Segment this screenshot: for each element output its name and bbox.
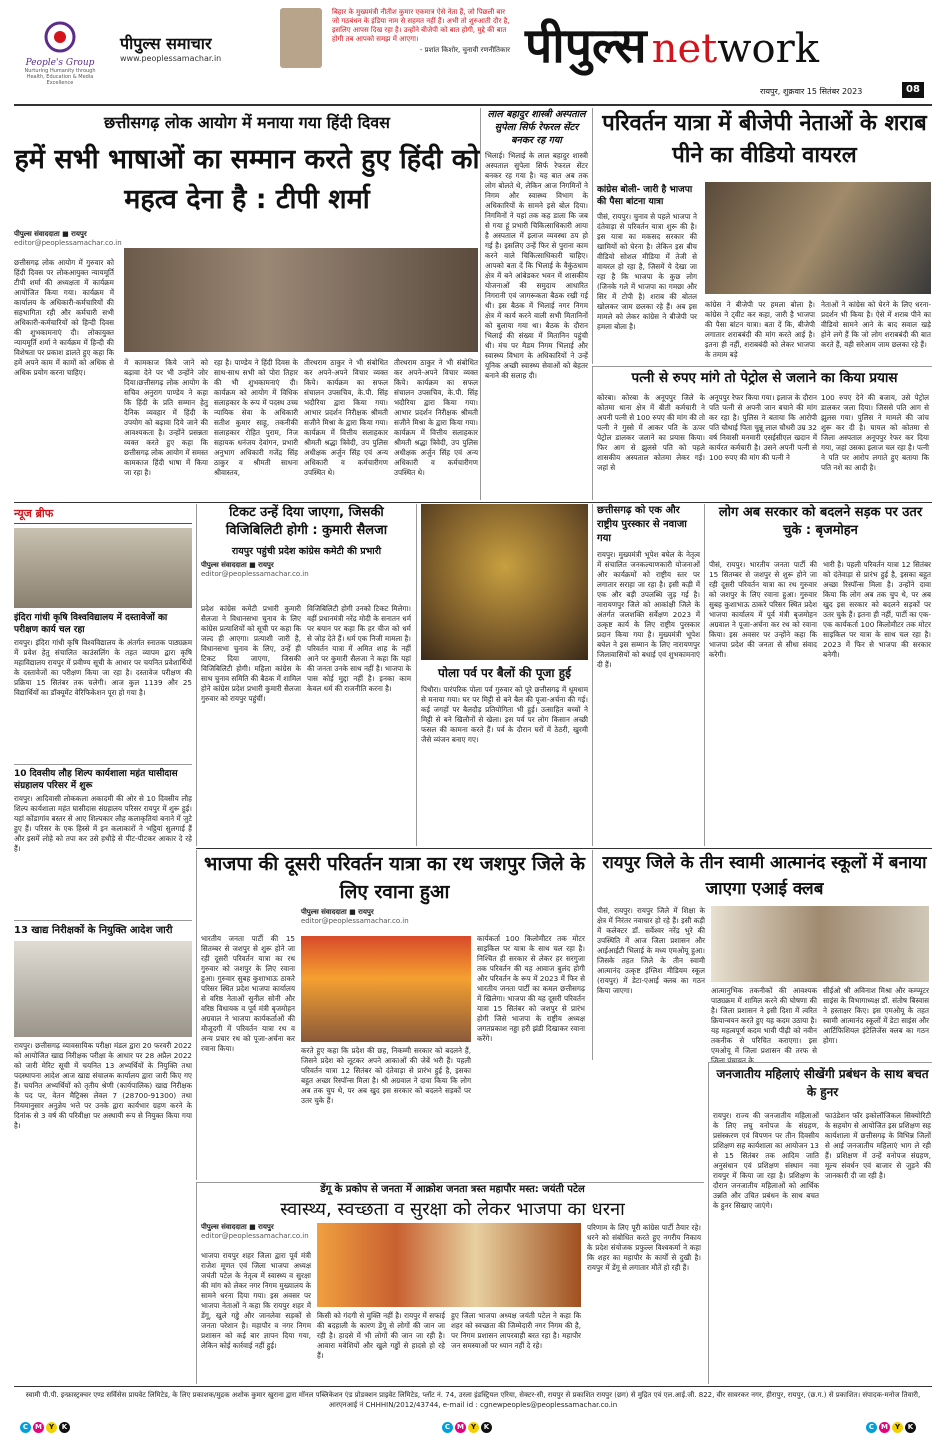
- story-headline: लोग अब सरकार को बदलने सड़क पर उतर चुके : बृजमोहन: [718, 505, 923, 538]
- story-body: रायपुर। मुख्यमंत्री भूपेश बघेल के नेतृत्व में संचालित जनकल्याणकारी योजनाओं और कार्यक्रमों को राष्ट्रीय स्तर पर लगातार सराहा जा रहा है। इसी कड़ी में एक और बड़ी उपलब्धि जुड़ गई है। नारायणपुर जिले को आकांक्षी जिले के अंतर्गत जलशक्ति सर्वेक्षण 2023 में उत्कृष्ट कार्य के लिए राष्ट्रीय पुरस्कार प्रदान किया गया है। मुख्यमंत्री भूपेश बघेल ने इस सम्मान के लिए नारायणपुर जिलावासियों को बधाई एवं शुभकामनाएं दी हैं।: [597, 550, 700, 669]
- ai-club-photo: [711, 906, 929, 982]
- cmyk-m-mark: M: [455, 1422, 466, 1433]
- brief-3-body: रायपुर। छत्तीसगढ़ व्यावसायिक परीक्षा मंडल द्वारा 20 फरवरी 2022 को आयोजित खाद्य निरीक्षक परीक्षा के आधार पर 28 अप्रैल 2022 को जारी मेरिट सूची में चयनित 13 अभ्यर्थियों के नियुक्ति तथा पदस्थापना आदेश आज खाद्य संचालक कार्यालय द्वारा जारी किए गए हैं। चयनित अभ्यर्थियों को तृतीय श्रेणी (कार्यपालिक) खाद्य निरीक्षक के पद पर, वेतन मैट्रिक्स लेवल 7 (28700-91300) तथा नियमानुसार अनुज्ञेय भत्ते पर उनके द्वारा कार्यभार ग्रहण करने के दिनांक से 3 वर्ष की परिवीक्षा पर अस्थायी रूप से नियुक्त किया गया है।: [14, 1041, 192, 1130]
- news-brief-column: [14, 504, 192, 1384]
- byline-email[interactable]: editor@peoplessamachar.co.in: [14, 239, 122, 247]
- story-subhead: रायपुर पहुंची प्रदेश कांग्रेस कमेटी की प्रभारी: [231, 546, 382, 557]
- story-headline: हमें सभी भाषाओं का सम्मान करते हुए हिंदी को महत्व देना है : टीपी शर्मा: [14, 144, 480, 215]
- story-col-2: में कामकाज किये जाने को बढ़ावा देने पर भी उन्होंने जोर दिया।छत्तीसगढ़ लोक आयोग के सचिव अनुराग पाण्डेय ने कहा कि हिंदी के प्रति सम्मान हेतु दैनिक व्यवहार में हिंदी के उपयोग को बढ़ावा दिये जाने की आवश्यकता है। उन्होंने प्रसन्नता व्यक्त करते हुए कहा कि छत्तीसगढ़ लोक आयोग में समस्त कामकाज हिंदी भाषा में किया जा रहा है।: [124, 358, 208, 477]
- pola-body: पिथौरा। पारंपरिक पोला पर्व गुरुवार को पूरे छत्तीसगढ़ में धूमधाम से मनाया गया। घर पर मिट्टी से बने बैल की पूजा-अर्चना की गई। कई जगहों पर बैलदौड़ प्रतियोगिता भी हुई। उत्साहित बच्चों ने मिट्टी से बने खिलौनों से खेला। इस पर्व पर लोग किसान अच्छी फसल की कामना करते हैं। पर्व के दौरान घरों में ठेठरी, खुरमी जैसे व्यंजन बनाए गए।: [421, 685, 588, 744]
- story-headline: टिकट उन्हें दिया जाएगा, जिसकी विजिबिलिटी होगी : कुमारी सैलजा: [225, 505, 388, 538]
- story-col-1: रायपुर। राज्य की जनजातीय महिलाओं के लिए लघु वनोपज के संग्रहण, प्रसंस्करण एवं विपणन पर तीन दिवसीय प्रशिक्षण सह कार्यशाला का आयोजन 13 से 15 सितंबर तक आदिम जाति अनुसंधान एवं प्रशिक्षण संस्थान नवा रायपुर में किया जा रहा है। प्रशिक्षण के दौरान जनजातीय महिलाओं को आर्थिक उन्नति और उचित प्रबंधन के साथ बचत के हुनर सिखाए जाएंगे।: [713, 1111, 819, 1210]
- paper-name: पीपुल्स समाचार: [120, 34, 212, 53]
- quote-text: बिहार के मुख्यमंत्री नीतीश कुमार एकमात्र ऐसे नेता हैं, जो पिछली बार जो गठबंधन के इंडिया नाम से सहमत नहीं हैं। अभी तो शुरुआती दौर है, इसलिए आपस दिख रहा है। उन्होंने बीजेपी को बात होगी, मुद्दे की बात होगी तब आपको समझ में आएगा।: [332, 8, 510, 43]
- story-col-2: फाउंडेशन फॉर इकोलॉजिकल सिक्योरिटी के सहयोग से आयोजित इस प्रशिक्षण सह कार्यशाला में छत्तीसगढ़ के विभिन्न जिलों से आई जनजातीय महिलाएं भाग ले रही हैं। प्रशिक्षण में उन्हें वनोपज संग्रहण, मूल्य संवर्धन एवं बाजार से जुड़ने की जानकारी दी जा रही है।: [825, 1111, 931, 1180]
- cmyk-k-mark: K: [59, 1422, 70, 1433]
- story-body: पीसं, रायपुर। चुनाव से पहले भाजपा ने दंतेवाड़ा से परिवर्तन यात्रा शुरू की है। इस यात्रा का मकसद सरकार की खामियों को घेरना है। लेकिन इस बीच वीडियो सोशल मीडिया में तेजी से वायरल हो रहा है, जिसमें ये देखा जा रहा है कि भाजपा के कुछ लोग (जिनके गले में भाजपा का गमछा और सिर में टोपी है) शराब की बोतल खोलकर जाम छलका रहे हैं। अब इस मामले को लेकर कांग्रेस ने बीजेपी पर हमला बोला है।: [597, 212, 697, 331]
- story-col-2: कांग्रेस ने बीजेपी पर हमला बोला है। कांग्रेस ने ट्वीट कर कहा, जारी है भाजपा की पैसा बांटन यात्रा। बता दें कि, बीजेपी लगातार शराबबंदी की मांग करते आई है। इतना ही नहीं, शराबबंदी को लेकर भाजपा के तमाम बड़े: [705, 300, 815, 359]
- cmyk-y-mark: Y: [46, 1422, 57, 1433]
- story-headline: जनजातीय महिलाएं सीखेंगी प्रबंधन के साथ बचत के हुनर: [716, 1067, 929, 1099]
- section-rule-1: [14, 502, 932, 503]
- cmyk-marks-left: [20, 1420, 80, 1434]
- viral-video-photo: [705, 182, 931, 294]
- cmyk-marks-right: [866, 1420, 926, 1434]
- story-headline: रायपुर जिले के तीन स्वामी आत्मानंद स्कूलों में बनाया जाएगा एआई क्लब: [602, 853, 927, 899]
- brief-photo-3: [14, 941, 192, 1037]
- petrol-story: [592, 366, 932, 500]
- story-col-4: तीरथराम ठाकुर ने भी संबोधित कर अपने-अपने विचार व्यक्त किये। कार्यक्रम का सफल संचालन उपसचिव, के.पी. सिंह भदौरिया द्वारा किया गया। आभार प्रदर्शन निरीक्षक श्रीमती सजीने मिश्रा के द्वारा किया गया। कार्यक्रम में वित्तीय सलाहकार श्रीमती श्रद्धा त्रिवेदी, उप पुलिस अधीक्षक अर्जुन सिंह एवं अन्य अधिकारी व कर्मचारीगण उपस्थित थे।: [304, 358, 388, 477]
- byline: पीपुल्स संवाददाता ■ रायपुर: [301, 908, 374, 916]
- brijmohan-story: [704, 504, 932, 846]
- masthead: [0, 0, 945, 106]
- selja-story: [196, 504, 412, 846]
- story-col-1: पीसं, रायपुर। रायपुर जिले में शिक्षा के क्षेत्र में निरंतर नवाचार हो रहे हैं। इसी कड़ी में कलेक्टर डॉ. सर्वेश्वर नरेंद्र भुरे की उपस्थिति में आज जिला प्रशासन और आईआईटी भिलाई के मध्य एमओयू हुआ। जिसके तहत जिले के तीन स्वामी आत्मानंद उत्कृष्ट इंग्लिश मीडियम स्कूल (रायपुर) में डेटा-एआई क्लब का गठन किया जाएगा।: [597, 906, 705, 995]
- brand-net: net: [651, 26, 718, 72]
- story-headline: लाल बहादुर शास्त्री अस्पताल सुपेला सिर्फ रेफरल सेंटर बनकर रह गया: [487, 109, 586, 146]
- story-kicker: डेंगू के प्रकोप से जनता में आक्रोश जनता त्रस्त महापौर मस्त: जयंती पटेल: [320, 1184, 585, 1195]
- story-col-2: किसी को गंदगी से मुक्ति नहीं है। रायपुर में सफाई की बदहाली के कारण डेंगू से लोगों की जान जा रही है। हादसे में भी लोगों की जान जा रही है। आवारा मवेशियों और खुले गड्ढों से हादसे हो रहे हैं।: [317, 1311, 445, 1360]
- byline-email[interactable]: editor@peoplessamachar.co.in: [201, 570, 309, 578]
- story-col-4: परिणाम के लिए पूरी कांग्रेस पार्टी तैयार रहे। धरने को संबोधित करते हुए नगरीय निकाय के प्रदेश संयोजक प्रफुल्ल विश्वकर्मा ने कहा कि शहर का महापौर के कार्यों से दुखी है। रायपुर में डेंगू से लगातार मौतें हो रही हैं।: [587, 1223, 701, 1272]
- hindi-diwas-story: [14, 108, 480, 500]
- story-body: भिलाई। भिलाई के लाल बहादुर शास्त्री अस्पताल सुपेला सिर्फ रेफरल सेंटर बनकर रह गया है। यह बात अब तक लोग बोलते थे, लेकिन आज निगमिनों ने निगम और स्वास्थ्य विभाग के अधिकारियों के सामने इसे बोल दिया। निगमिनों ने यहां तक कह डाला कि जब से गया हूं प्रभारी चिकित्साधिकारी आया है अस्पताल में इलाज व्यवस्था ठप हो गई है। इसलिए उन्हें फिर से पुराना काम करने वाले चिकित्साधिकारी चाहिए। आपको बता दें कि भिलाई के वैकुंठधाम क्षेत्र में बने आंबेडकर भवन में शासकीय योजनाओं की समुदाय आधारित निगरानी एवं जागरूकता बैठक रखी गई थी। इस बैठक में भिलाई नगर निगम क्षेत्र में कार्य करने वाली सभी मितानिनों को बुलाया गया था। बैठक के दौरान भिलाई की संख्या में मितानिन पहुंची थी। मंच पर मैडम निगम भिलाई और स्वास्थ्य विभाग के अधिकारियों ने उन्हें यूनिक अच्छी स्वास्थ्य सेवाओं को बेहतर बनाने की सलाह दी।: [485, 151, 588, 380]
- brief-3-headline: 13 खाद्य निरीक्षकों के नियुक्ति आदेश जारी: [14, 920, 192, 937]
- byline-email[interactable]: editor@peoplessamachar.co.in: [201, 1232, 309, 1240]
- story-col-1: प्रदेश कांग्रेस कमेटी प्रभारी कुमारी सैलजा ने विधानसभा चुनाव के लिए कांग्रेस प्रत्याशियों को सूची पर कहा कि जल्द ही आएगा। प्रत्याशी जारी है, विधानसभा चुनाव के लिए, उन्हें ही टिकट दिया जाएगा, जिसकी विजिबिलिटी होगी। महिला कांग्रेस के साथ चुनाव समिति की बैठक में शामिल होने कांग्रेस प्रदेश प्रभारी कुमारी सैलजा गुरुवार को रायपुर पहुंचीं।: [201, 604, 301, 703]
- pola-caption: पोला पर्व पर बैलों की पूजा हुई: [438, 666, 571, 680]
- story-headline: भाजपा की दूसरी परिवर्तन यात्रा का रथ जशपुर जिले के लिए रवाना हुआ: [203, 853, 586, 903]
- byline-email[interactable]: editor@peoplessamachar.co.in: [301, 917, 409, 925]
- cmyk-y-mark: Y: [892, 1422, 903, 1433]
- byline: पीपुल्स संवाददाता ■ रायपुर: [201, 1223, 274, 1231]
- story-col-3: नेताओं ने कांग्रेस को घेरने के लिए धरना-प्रदर्शन भी किया है। ऐसे में शराब पीने का वीडियो सामने आने के बाद सवाल खड़े होने लगे हैं कि जो लोग शराबबंदी की बात करते हैं, वही सरेआम जाम छलका रहे हैं।: [821, 300, 931, 349]
- story-col-2: अनूपपुर रेफर किया गया। इलाज के दौरान पति पत्नी से अपनी जान बचाने की मांग कर रहा है। पुलिस ने बताया कि आरोपी पति चौथाई पिता चुन्नू लाल चौधरी उम्र 32 वर्ष निवासी मनमारी एसईसीएल खदान में कार्यरत कर्मचारी है। उसने अपनी पत्नी से 100 रुपए की मांग की पत्नी ने: [709, 393, 817, 462]
- story-kicker: छत्तीसगढ़ लोक आयोग में मनाया गया हिंदी दिवस: [104, 113, 390, 132]
- byline: पीपुल्स संवाददाता ■ रायपुर: [14, 230, 87, 238]
- story-col-1: भाजपा रायपुर शहर जिला द्वारा पूर्व मंत्री राजेश मूणत एवं जिला भाजपा अध्यक्ष जयंती पटेल के नेतृत्व में स्वास्थ्य व सुरक्षा की मांग को लेकर नगर निगम मुख्यालय के सामने धरना दिया गया। इस अवसर पर भाजपा नेताओं ने कहा कि रायपुर शहर में डेंगू, खुले गड्ढे और जानलेवा सड़कों से जनता परेशान है। महापौर व नगर निगम प्रशासन को कई बार ज्ञापन दिया गया, लेकिन कोई कार्रवाई नहीं हुई।: [201, 1251, 311, 1350]
- peoples-group-logo: [20, 20, 100, 102]
- cmyk-m-mark: M: [33, 1422, 44, 1433]
- story-headline: परिवर्तन यात्रा में बीजेपी नेताओं के शराब पीने का वीडियो वायरल: [602, 111, 927, 168]
- story-col-3: 100 रुपए देने की बजाय, उसे पेट्रोल डालकर जला दिया। जिससे पति आग से झुलस गया। पुलिस ने मामले की जांच शुरू कर दी है। घायल को कोतमा से जिला अस्पताल अनूपपुर रेफर कर दिया गया, जहां उसका इलाज चल रहा है। पत्नी ने पति पर आरोप लगाते हुए बताया कि पति नशे का आदी है।: [821, 393, 929, 472]
- hindi-diwas-photo: [124, 248, 478, 352]
- cmyk-c-mark: C: [866, 1422, 877, 1433]
- section-rule-2: [196, 848, 932, 849]
- website[interactable]: www.peoplessamachar.in: [120, 54, 222, 63]
- brief-2-body: रायपुर। आदिवासी लोककला अकादमी की ओर से 10 दिवसीय लौह शिल्प कार्यशाला महंत घासीदास संग्रहालय परिसर रायपुर में शुरू हुई। यहां कोंडागांव बस्तर से आए शिल्पकार लौह कलाकृतियां बनाने में जुटे हुए हैं। परिसर के एक हिस्से में इन कलाकारों ने भट्ठियां सुलगाई हैं और इसमें लोहे को तपा कर उसे हथौड़े से पीट-पीटकर आकार दे रहे हैं।: [14, 794, 192, 853]
- janjatiya-story: [708, 1062, 932, 1384]
- story-col-1: कोरबा। कोरबा के अनूपपुर जिले के कोतमा थाना क्षेत्र में बीती कर्मचारी ने अपनी पत्नी से 100 रुपए की मांग की तो पत्नी ने गुस्से में आकर पति के ऊपर पेट्रोल डालकर जलाने का प्रयास किया। फिर आग से झुलसे पति को पहले शासकीय अस्पताल कोतमा लेकर गई। जहां से: [597, 393, 705, 472]
- paper-logo: [120, 32, 270, 72]
- dengue-story: [196, 1182, 704, 1384]
- masthead-rule: [14, 104, 932, 106]
- brand-work: work: [717, 26, 819, 72]
- story-col-3: कार्यकर्ता 100 किलोमीटर तक मोटर साइकिल पर यात्रा के साथ चल रहा है। निश्चित ही सरकार से लेकर हर सरगुजा तक परिवर्तन की यह आवाज बुलंद होगी और परिवर्तन के रूप में 2023 में फिर से भारतीय जनता पार्टी का कमल छत्तीसगढ़ में खिलेगा। भाजपा की यह दूसरी परिवर्तन यात्रा 15 सितंबर को जशपुर से प्रारंभ होगी जिसे भाजपा के राष्ट्रीय अध्यक्ष जगतप्रकाश नड्डा हरी झंडी दिखाकर रवाना करेंगे।: [477, 934, 585, 1043]
- cmyk-marks-center: [442, 1420, 502, 1434]
- dateline: रायपुर, शुक्रवार 15 सितंबर 2023: [760, 87, 863, 96]
- brief-1-headline: इंदिरा गांधी कृषि विश्वविद्यालय में दस्तावेजों का परीक्षण कार्य चल रहा: [14, 613, 168, 635]
- story-subhead: कांग्रेस बोली- जारी है भाजपा की पैसा बांटना यात्रा: [597, 185, 693, 207]
- story-col-3: सीईओ श्री अविनाश मिश्रा और कम्प्यूटर साइंस के विभागाध्यक्ष डॉ. संतोष बिस्वास ने हस्ताक्षर किए। इस एमओयू के तहत स्वामी आत्मानंद स्कूलों में डेटा साइंस और आर्टिफिशियल इंटेलिजेंस क्लब का गठन होगा।: [823, 986, 929, 1045]
- cmyk-c-mark: C: [20, 1422, 31, 1433]
- rath-photo: [301, 936, 471, 1042]
- story-col-3: रहा है। पाण्डेय ने हिंदी दिवस के साथ-साथ सभी को पोरा तिहार की भी शुभकामनाएं दी। कार्यक्रम को आयोग में विधिक सलाहकार के रूप में पदस्थ उच्च न्यायिक सेवा के अधिकारी सतीश कुमार साहू, तकनीकी सलाहकार रोहित पुराम, निज सहायक धनंजय देवांगन, प्रभारी अनुभाग अधिकारी गजेंद्र सिंह ठाकुर व श्रीमती साधना श्रीवास्तव,: [214, 358, 298, 477]
- footer-rule: [14, 1386, 932, 1387]
- byline: पीपुल्स संवाददाता ■ रायपुर: [201, 561, 274, 569]
- viral-video-story: [592, 108, 932, 364]
- news-brief-label: न्यूज ब्रीफ: [14, 504, 192, 524]
- story-headline: स्वास्थ्य, स्वच्छता व सुरक्षा को लेकर भाजपा का धरना: [280, 1199, 625, 1220]
- page-number: 08: [902, 82, 924, 98]
- network-brand: [525, 12, 935, 82]
- story-col-3: हुए जिला भाजपा अध्यक्ष जयंती पटेल ने कहा कि शहर को स्वच्छता की जिम्मेदारी नगर निगम की है, पर निगम प्रशासन लापरवाही बरत रहा है। महापौर जन समस्याओं पर ध्यान नहीं दे रहे।: [451, 1311, 581, 1350]
- brief-1-body: रायपुर। इंदिरा गांधी कृषि विश्वविद्यालय के अंतर्गत स्नातक पाठ्यक्रम में प्रवेश हेतु संचालित काउंसलिंग के तहत व्यापम द्वारा कृषि महाविद्यालय रायपुर में प्रवीण्य सूची के आधार पर चयनित प्रवेशार्थियों के दस्तावेजों का परीक्षण किया जा रहा है। दस्तावेज परीक्षण की प्रक्रिया 15 सितंबर तक चलेगी। आज कुल 1139 और 25 विद्यार्थियों का डॉक्यूमेंट वेरिफिकेशन पूरा हो गया है।: [14, 638, 192, 697]
- cmyk-c-mark: C: [442, 1422, 453, 1433]
- hospital-story: [480, 108, 588, 500]
- award-story: [592, 504, 700, 846]
- group-name: People's Group: [25, 58, 95, 68]
- quote-box: [332, 8, 510, 88]
- dengue-photo: [317, 1223, 581, 1307]
- story-col-2: आत्मानुभिक तकनीकों की आवश्यक पाठ्यक्रम में शामिल करने की घोषणा की है। जिला प्रशासन ने इसी दिशा में त्वरित क्रियान्वयन करते हुए यह कदम उठाया है। यह महत्वपूर्ण कदम भावी पीढ़ी को नवीन तकनीक से परिचित कराएगा। इस एमओयू में जिला प्रशासन की तरफ से जिला पंचायत के: [711, 986, 817, 1065]
- brand-peoples: पीपुल्स: [525, 18, 647, 74]
- story-col-5: तीरथराम ठाकुर ने भी संबोधित कर अपने-अपने विचार व्यक्त किये। कार्यक्रम का सफल संचालन उपसचिव, के.पी. सिंह भदौरिया द्वारा किया गया। आभार प्रदर्शन निरीक्षक श्रीमती सजीने मिश्रा के द्वारा किया गया। कार्यक्रम में वित्तीय सलाहकार श्रीमती श्रद्धा त्रिवेदी, उप पुलिस अधीक्षक अर्जुन सिंह एवं अन्य अधिकारी व कर्मचारीगण उपस्थित थे।: [394, 358, 478, 477]
- story-col-2: करते हुए कहा कि प्रदेश की छह, निकम्मी सरकार को बदलने हैं, जिसने प्रदेश को लूटकर अपने आकाओं की जेबें भरी हैं। पहली परिवर्तन यात्रा 12 सितंबर को दंतेवाड़ा से प्रारंभ हुई है, इसका बहुत अच्छा रिस्पॉन्स मिला है। श्री अग्रवाल ने दावा किया कि लोग अब तक चुप थे, पर अब खुद इस सरकार को बदलने सड़कों पर उतर चुके हैं।: [301, 1046, 471, 1105]
- quote-author-photo: [280, 8, 322, 68]
- rath-story: [196, 850, 588, 1180]
- story-col-1: पीसं, रायपुर। भारतीय जनता पार्टी की 15 सितम्बर से जशपुर से शुरू होने जा रही दूसरी परिवर्तन यात्रा का रथ गुरुवार को जशपुर के लिए रवाना हुआ। गुरुवार सुबह कुशाभाऊ ठाकरे परिसर स्थित प्रदेश भाजपा कार्यालय में पूर्व मंत्री बृजमोहन अग्रवाल ने पूजा-अर्चना कर रथ को रवाना किया। इस अवसर पर उन्होंने कहा कि भाजपा प्रदेश की जनता से सीधा संवाद करेगी।: [709, 560, 817, 659]
- story-col-2: विजिबिलिटी होगी उनको टिकट मिलेगा। वहीं प्रधानमंत्री नरेंद्र मोदी के सनातन धर्म पर बयान पर कहा कि हर चीज को धर्म से जोड़ देते हैं। धर्म एक निजी मामला है। परिवर्तन यात्रा में अमित शाह के नहीं आने पर कुमारी सैलजा ने कहा कि यहां की जनता उनके साथ नहीं है। भाजपा के पास कोई मुद्दा नहीं है। इनका काम केवल धर्म की राजनीति करना है।: [307, 604, 411, 693]
- ai-club-story: [592, 850, 932, 1065]
- cmyk-y-mark: Y: [468, 1422, 479, 1433]
- pola-photo: [421, 504, 588, 660]
- group-emblem-icon: [43, 20, 77, 54]
- brief-photo-1: [14, 528, 192, 608]
- story-col-1: छत्तीसगढ़ लोक आयोग में गुरुवार को हिंदी दिवस पर लोकआयुक्त न्यायमूर्ति टीपी शर्मा की अध्यक्षता में कार्यक्रम आयोजित किया गया। कार्यक्रम में कार्यालय के अधिकारी-कर्मचारियों की सहभागिता रही और कर्मचारी सभी अधिकारी-कर्मचारियों को हिन्दी दिवस की शुभकामनाएं दी। लोकायुक्त न्यायमूर्ति शर्मा ने कार्यक्रम में हिन्दी की विशेषता पर प्रकाश डालते हुए कहा कि हमें अपने काम में कामों को अधिक से अधिक प्रयोग करना चाहिए।: [14, 258, 114, 377]
- quote-author: - प्रशांत किशोर, चुनावी रणनीतिकार: [419, 46, 510, 54]
- cmyk-m-mark: M: [879, 1422, 890, 1433]
- cmyk-k-mark: K: [481, 1422, 492, 1433]
- story-col-1: भारतीय जनता पार्टी की 15 सितम्बर से जशपुर से शुरू होने जा रही दूसरी परिवर्तन यात्रा का रथ गुरुवार को जशपुर के लिए रवाना हुआ। गुरुवार सुबह कुशाभाऊ ठाकरे परिसर स्थित प्रदेश भाजपा कार्यालय से वरिष्ठ नेताओं सुनील सोनी और वरिष्ठ विधायक व पूर्व मंत्री बृजमोहन अग्रवाल ने भाजपा कार्यकर्ताओं की मौजूदगी में परिवर्तन यात्रा रथ व अन्य प्रचार रथ को पूजा-अर्चना कर रवाना किया।: [201, 934, 295, 1053]
- story-col-2: भारी है। पहली परिवर्तन यात्रा 12 सितंबर को दंतेवाड़ा से प्रारंभ हुई है, इसका बहुत अच्छा रिस्पॉन्स मिला है। उन्होंने दावा किया कि लोग अब तक चुप थे, पर अब खुद इस सरकार को बदलने सड़कों पर उतर चुके हैं। इतना ही नहीं, पार्टी का एक-एक कार्यकर्ता 100 किलोमीटर तक मोटर साइकिल पर यात्रा के साथ चल रहा है। 2023 में फिर से भाजपा की सरकार बनेगी।: [823, 560, 931, 659]
- footer-imprint: स्वामी पी.पी. इन्फ्रास्ट्रक्चर एण्ड सर्विसेस प्रायवेट लिमिटेड, के लिए प्रकाशक/मुद्रक अशोक कुमार खुराना द्वारा मॉनल पब्लिकेशन एंड प्रोडक्शन प्राइवेट लिमिटेड, प्लॉट नं. 74, उरला इंडस्ट्रियल एरिया, सेक्टर-सी, रायपुर से प्रकाशित रायपुर (छग) से मुद्रित एवं एल.आई.जी. 822, वीर सावरकर नगर, हीरापुर, रायपुर, (छ.ग.) से प्रकाशित। संपादक-मनोज तिवारी, आरएनआई नं CHHHIN/2012/43744, e-mail id : cgnewpeoples@peoplessamachar.co.in: [25, 1391, 921, 1409]
- group-tagline: Nurturing Humanity through Health, Education & Media Excellence: [24, 68, 96, 86]
- brief-2-headline: 10 दिवसीय लौह शिल्प कार्यशाला महंत घासीदास संग्रहालय परिसर में शुरू: [14, 764, 192, 792]
- pola-story: [416, 504, 588, 846]
- story-headline: पत्नी से रुपए मांगे तो पेट्रोल से जलाने का किया प्रयास: [631, 370, 898, 386]
- cmyk-k-mark: K: [905, 1422, 916, 1433]
- story-headline: छत्तीसगढ़ को एक और राष्ट्रीय पुरस्कार से नवाजा गया: [597, 505, 687, 544]
